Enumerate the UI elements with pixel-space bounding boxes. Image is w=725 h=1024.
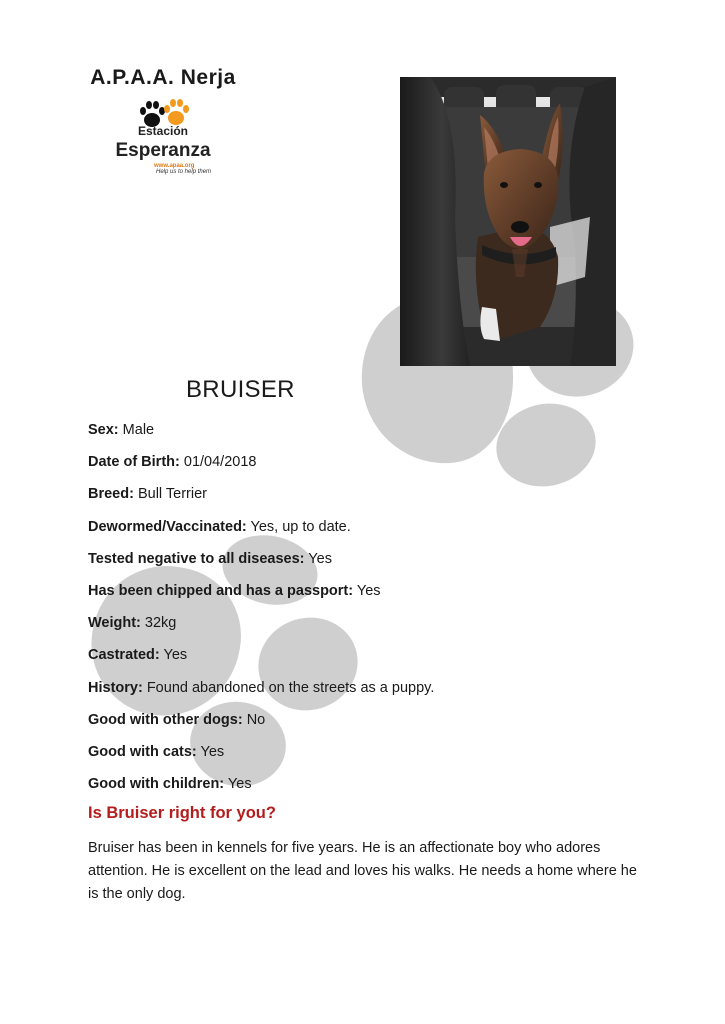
detail-label: Breed:	[88, 486, 134, 503]
detail-chipped-passport	[88, 581, 648, 613]
detail-label: Tested negative to all diseases:	[88, 550, 305, 567]
detail-value: Male	[122, 422, 155, 438]
detail-castrated	[88, 645, 648, 677]
detail-breed	[88, 484, 648, 516]
detail-label: Has been chipped and has a passport:	[88, 582, 354, 599]
detail-value: Yes	[163, 647, 188, 664]
detail-label: History:	[88, 679, 143, 696]
detail-label: Good with children:	[88, 776, 225, 793]
detail-value: Yes	[200, 743, 225, 760]
detail-label: Date of Birth:	[88, 454, 180, 471]
detail-tested-negative	[88, 549, 648, 581]
detail-label: Good with cats:	[88, 743, 197, 760]
detail-history	[88, 678, 648, 710]
section-heading: Is Bruiser right for you?	[88, 804, 276, 822]
logo-name: Esperanza	[115, 140, 211, 161]
detail-label: Weight:	[88, 615, 141, 632]
detail-sex	[88, 420, 648, 452]
detail-good-with-children	[88, 774, 648, 806]
detail-label: Castrated:	[88, 647, 160, 664]
organization-logo	[88, 66, 238, 181]
dog-name-title: BRUISER	[186, 376, 295, 403]
detail-value: Yes	[308, 550, 332, 567]
detail-value: Yes	[227, 776, 252, 793]
detail-good-with-cats	[88, 742, 648, 774]
detail-value: Bull Terrier	[137, 486, 207, 503]
detail-date-of-birth	[88, 452, 648, 484]
dog-photo-icon	[400, 77, 616, 366]
detail-weight	[88, 613, 648, 645]
detail-value: Yes, up to date.	[250, 518, 351, 535]
detail-good-with-dogs	[88, 710, 648, 742]
detail-label: Sex:	[88, 422, 119, 438]
detail-value: 01/04/2018	[183, 454, 257, 471]
dog-details-list	[88, 420, 648, 806]
detail-label: Dewormed/Vaccinated:	[88, 518, 247, 535]
logo-tag: www.apaa.org	[154, 163, 195, 169]
detail-label: Good with other dogs:	[88, 711, 243, 728]
dog-description: Bruiser has been in kennels for five years. He is an affectionate boy who adores attention. He is excellent on the lead and loves his walks. He needs a home where he is the only dog.	[88, 840, 637, 902]
detail-value: 32kg	[144, 615, 177, 632]
detail-value: Found abandoned on the streets as a puppy.	[146, 679, 435, 696]
logo-title: A.P.A.A. Nerja	[90, 66, 236, 89]
detail-value: No	[246, 711, 266, 728]
detail-value: Yes	[356, 582, 381, 599]
dog-photo	[400, 77, 616, 366]
logo-station: Estación	[137, 124, 188, 138]
detail-dewormed-vaccinated	[88, 517, 648, 549]
logo-slogan: Help us to help them	[156, 169, 212, 175]
